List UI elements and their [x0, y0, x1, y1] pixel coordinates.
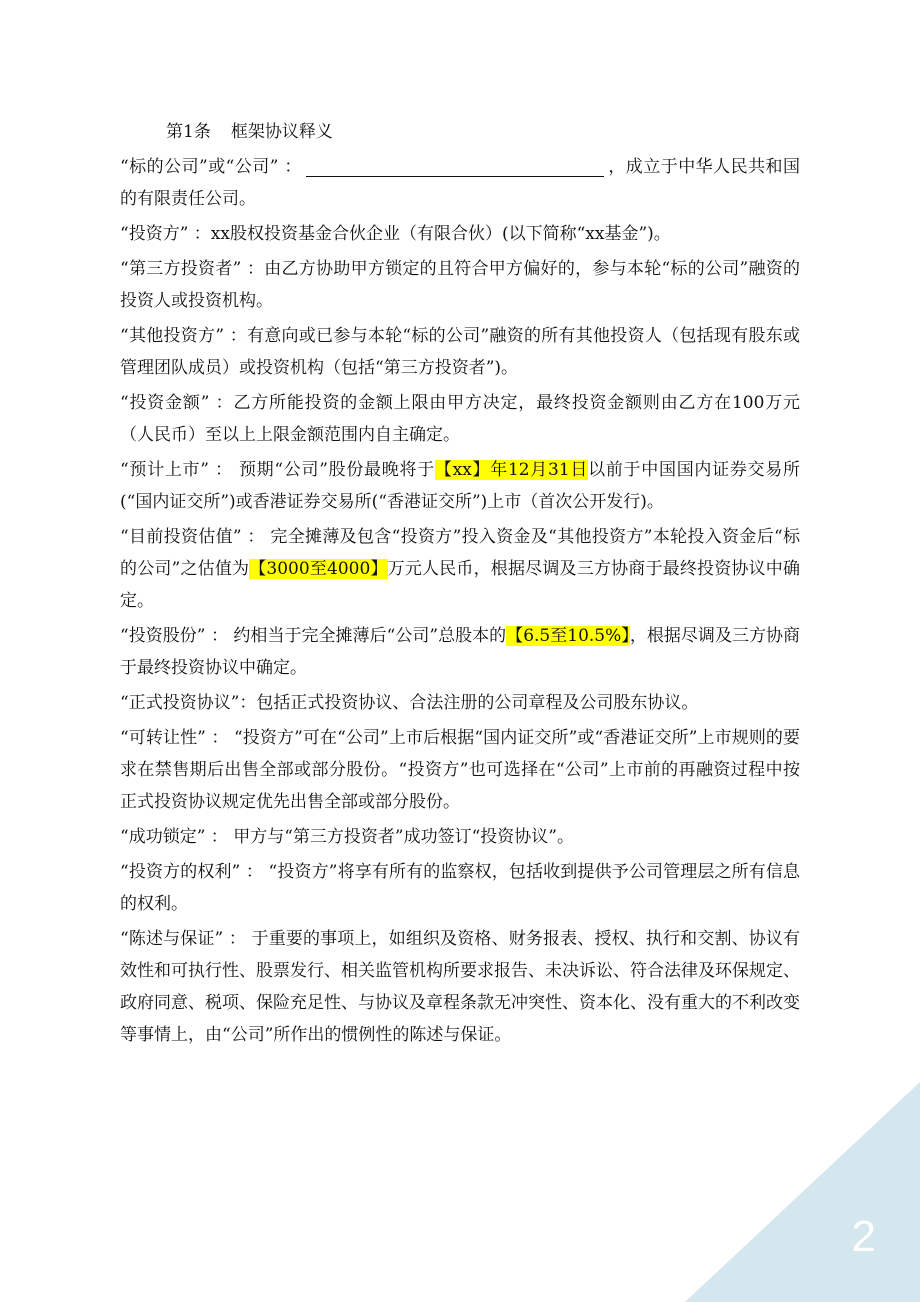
separator: ：	[215, 393, 234, 413]
term: “标的公司”或“公司”	[120, 157, 279, 177]
definition-ipo	[120, 454, 800, 518]
definition-valuation	[120, 521, 800, 617]
separator: ：	[211, 728, 229, 748]
definition-text: 包括正式投资协议、合法注册的公司章程及公司股东协议。	[256, 693, 699, 713]
definition-other-investors	[120, 320, 800, 384]
term: “投资股份”	[120, 626, 206, 646]
definition-text: 于重要的事项上，如组织及资格、财务报表、授权、执行和交割、协议有效性和可执行性、股票发行、相关监管机构所要求报告、未决诉讼、符合法律及环保规定、政府同意、税项、保险充足性、与协议及章程条款无冲突性、资本化、没有重大的不利改变等事情上，由“公司”所作出的惯例性的陈述与保证。	[120, 929, 801, 1045]
definition-text: “投资方”将享有所有的监察权，包括收到提供予公司管理层之所有信息的权利。	[120, 862, 801, 914]
definition-text: 乙方所能投资的金额上限由甲方决定，最终投资金额则由乙方在100万元（人民币）至以上上限金额范围内自主确定。	[120, 393, 801, 445]
term: “投资金额”	[120, 393, 210, 413]
article-title: 框架协议释义	[230, 122, 333, 142]
definition-company	[120, 151, 800, 215]
definition-shares	[120, 620, 800, 684]
term: “陈述与保证”	[120, 929, 224, 949]
separator: ：	[228, 929, 246, 949]
page-number: 2	[851, 1212, 876, 1261]
highlighted-valuation: 【3000至4000】	[249, 559, 388, 579]
definition-text: 有意向或已参与本轮“标的公司”融资的所有其他投资人（包括现有股东或管理团队成员）或投资机构（包括“第三方投资者”)。	[120, 326, 801, 378]
separator: ：	[239, 693, 257, 713]
definition-text: 甲方与“第三方投资者”成功签订“投资协议”。	[233, 827, 574, 847]
highlighted-date: 【xx】年12月31日	[434, 460, 589, 480]
definition-text: 完全摊薄及包含“投资方”投入资金及“其他投资方”本轮投入资金后“标的公司”之估值为	[120, 527, 801, 579]
term: “第三方投资者”	[120, 259, 242, 279]
definition-amount	[120, 387, 800, 451]
definition-text: 约相当于完全摊薄后“公司”总股本的	[233, 626, 507, 646]
term: “目前投资估值”	[120, 527, 242, 547]
term: “投资方的权利”	[120, 862, 241, 882]
definition-text: ，成立于中华人民共和国的有限责任公司。	[120, 157, 801, 209]
definition-text: “投资方”可在“公司”上市后根据“国内证交所”或“香港证交所”上市规则的要求在禁售期后出售全部或部分股份。“投资方”也可选择在“公司”上市前的再融资过程中按正式投资协议规定优先出售全部或部分股份。	[120, 728, 801, 812]
definition-text: 预期“公司”股份最晚将于	[238, 460, 435, 480]
separator: ：	[210, 626, 228, 646]
definition-investor-rights	[120, 856, 800, 920]
corner-decoration	[685, 1082, 920, 1302]
separator: ：	[210, 827, 228, 847]
definition-text: 由乙方协助甲方锁定的且符合甲方偏好的，参与本轮“标的公司”融资的投资人或投资机构。	[120, 259, 801, 311]
separator: ：	[246, 259, 265, 279]
term: “投资方”	[120, 224, 189, 244]
separator: ：	[247, 527, 265, 547]
definition-text: 万元人民币，根据尽调及三方协商于最终投资协议中确定。	[120, 559, 800, 611]
definition-text: xx股权投资基金合伙企业（有限合伙）(以下简称“xx基金”)。	[210, 224, 671, 244]
separator: ：	[284, 157, 302, 177]
definition-text: ，根据尽调及三方协商于最终投资协议中确定。	[120, 626, 801, 678]
article-heading	[120, 116, 800, 148]
definition-third-party	[120, 253, 800, 317]
company-name-blank	[306, 156, 604, 177]
definition-transferability	[120, 722, 800, 818]
highlighted-percentage: 【6.5至10.5%】	[506, 626, 630, 646]
term: “其他投资方”	[120, 326, 225, 346]
document-body	[120, 116, 800, 1054]
term: “成功锁定”	[120, 827, 206, 847]
separator: ：	[245, 862, 263, 882]
separator: ：	[229, 326, 247, 346]
definition-text: 以前于中国国内证券交易所(“国内证交所”)或香港证券交易所(“香港证交所”)上市（首次公开发行)。	[120, 460, 800, 512]
definition-lock	[120, 821, 800, 853]
definition-formal-agreement	[120, 687, 800, 719]
separator: ：	[215, 460, 233, 480]
term: “预计上市”	[120, 460, 209, 480]
term: “可转让性”	[120, 728, 206, 748]
article-number: 第1条	[166, 122, 211, 142]
term: “正式投资协议”	[120, 693, 240, 713]
definition-representations	[120, 923, 800, 1051]
separator: ：	[193, 224, 211, 244]
definition-investor	[120, 218, 800, 250]
